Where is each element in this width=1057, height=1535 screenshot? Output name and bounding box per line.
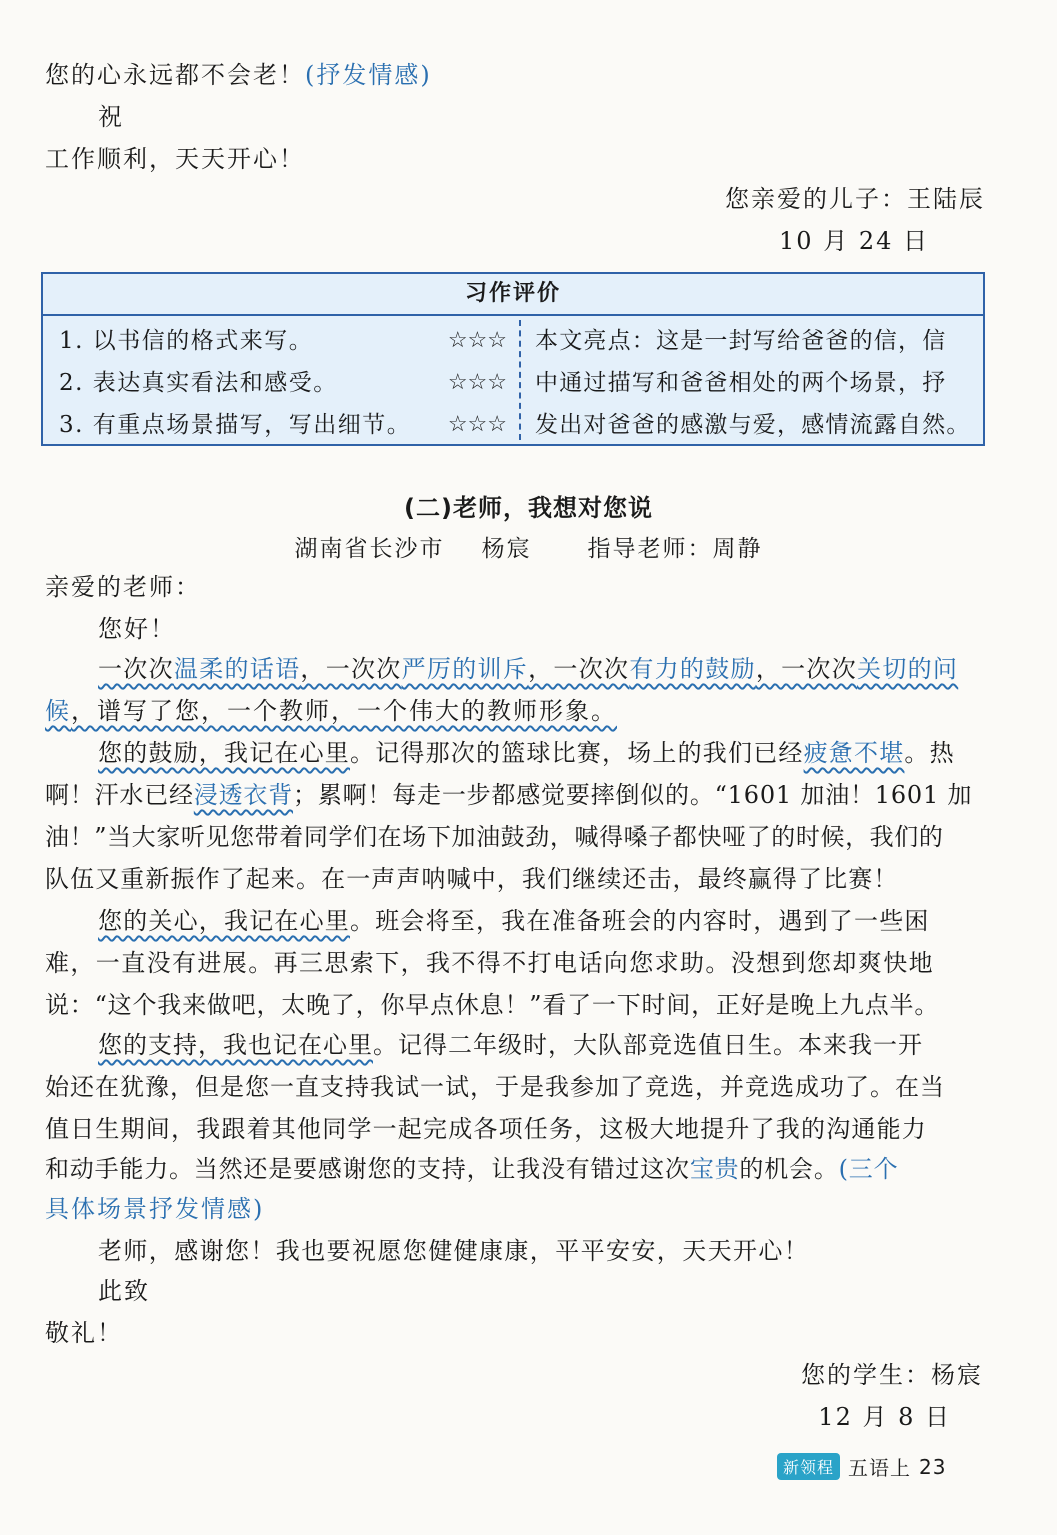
page-footer <box>777 1452 946 1480</box>
greeting: 您好！ <box>98 615 176 643</box>
paragraph-line: 啊！汗水已经浸透衣背；累啊！每走一步都感觉要摔倒似的。“1601 加油！1601 加 <box>45 781 973 809</box>
letter-date: 10 月 24 日 <box>779 227 929 255</box>
paragraph-line: 难，一直没有进展。再三思索下，我不得不打电话向您求助。没想到您却爽快地 <box>45 949 934 977</box>
star-rating-icon: ☆☆☆ <box>447 412 507 437</box>
essay-title: (二)老师，我想对您说 <box>404 494 653 522</box>
paragraph-line: 您的鼓励，我记在心里。记得那次的篮球比赛，场上的我们已经疲惫不堪。热 <box>98 739 955 767</box>
paragraph-line: 您的关心，我记在心里。班会将至，我在准备班会的内容时，遇到了一些困 <box>98 907 930 935</box>
paragraph-line: 说：“这个我来做吧，太晚了，你早点休息！”看了一下时间，正好是晚上九点半。 <box>45 991 940 1019</box>
paragraph-line: 油！”当大家听见您带着同学们在场下加油鼓劲，喊得嗓子都快哑了的时候，我们的 <box>45 823 944 851</box>
evaluation-title: 习作评价 <box>43 274 983 316</box>
letter-jingli: 敬礼！ <box>45 1319 123 1347</box>
annotation: (抒发情感) <box>305 61 432 89</box>
book-label: 五语上 <box>848 1456 912 1480</box>
paragraph-line: 候，谱写了您，一个教师，一个伟大的教师形象。 <box>45 697 617 725</box>
salutation: 亲爱的老师： <box>45 573 201 601</box>
letter-cizhi: 此致 <box>98 1277 150 1305</box>
highlight-line: 本文亮点：这是一封写给爸爸的信，信 <box>535 328 947 354</box>
evaluation-criterion <box>59 324 507 358</box>
brand-badge: 新领程 <box>777 1453 840 1480</box>
essay-byline: 湖南省长沙市 杨宸 指导老师：周静 <box>294 536 763 562</box>
annotation: (三个 <box>838 1155 899 1183</box>
paragraph-line: 一次次温柔的话语，一次次严厉的训斥，一次次有力的鼓励，一次次关切的问 <box>98 655 959 683</box>
essay-signature: 您的学生：杨宸 <box>801 1361 983 1389</box>
highlight-line: 发出对爸爸的感激与爱，感情流露自然。 <box>535 412 971 438</box>
divider <box>519 320 521 440</box>
star-rating-icon: ☆☆☆ <box>447 328 507 353</box>
star-rating-icon: ☆☆☆ <box>447 370 507 395</box>
evaluation-box <box>41 272 985 446</box>
criterion-text: 1. 以书信的格式来写。 <box>59 328 314 354</box>
criterion-text: 2. 表达真实看法和感受。 <box>59 370 338 396</box>
letter-wish: 工作顺利，天天开心！ <box>45 145 305 173</box>
essay-date: 12 月 8 日 <box>818 1403 951 1431</box>
annotation: 具体场景抒发情感) <box>45 1195 265 1223</box>
evaluation-criterion <box>59 408 507 442</box>
paragraph-line: 始还在犹豫，但是您一直支持我试一试，于是我参加了竞选，并竞选成功了。在当 <box>45 1073 945 1101</box>
paragraph-line: 队伍又重新振作了起来。在一声声呐喊中，我们继续还击，最终赢得了比赛！ <box>45 865 899 893</box>
letter-signature: 您亲爱的儿子：王陆辰 <box>725 185 985 213</box>
highlight-line: 中通过描写和爸爸相处的两个场景，抒 <box>535 370 947 396</box>
paragraph-line: 您的支持，我也记在心里。记得二年级时，大队部竞选值日生。本来我一开 <box>98 1031 923 1059</box>
letter-text: 您的心永远都不会老！ <box>45 61 305 89</box>
letter-line <box>45 58 432 92</box>
paragraph-line: 和动手能力。当然还是要感谢您的支持，让我没有错过这次宝贵的机会。(三个 <box>45 1155 899 1183</box>
closing-line: 老师，感谢您！我也要祝愿您健健康康，平平安安，天天开心！ <box>98 1237 810 1265</box>
paragraph-line: 值日生期间，我跟着其他同学一起完成各项任务，这极大地提升了我的沟通能力 <box>45 1115 927 1143</box>
letter-zhu: 祝 <box>98 103 124 131</box>
criterion-text: 3. 有重点场景描写，写出细节。 <box>59 412 412 438</box>
evaluation-criterion <box>59 366 507 400</box>
page-number: 23 <box>919 1454 947 1479</box>
